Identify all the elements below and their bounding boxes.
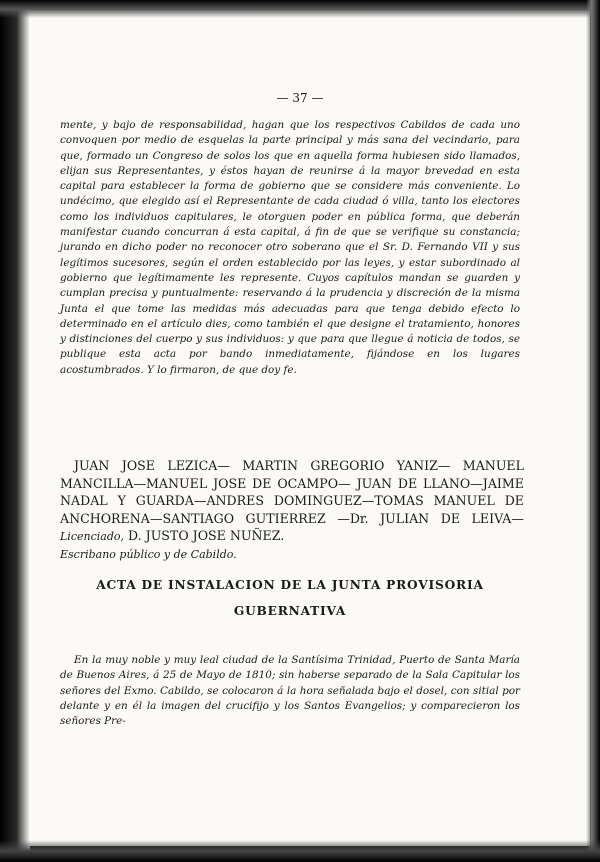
paragraph-1 [60, 118, 520, 378]
signature-role: Escribano público y de Cabildo. [60, 547, 237, 561]
signature-names: JUAN JOSE LEZICA— MARTIN GREGORIO YANIZ— MANUEL MANCILLA—MANUEL JOSE DE OCAMPO— JUAN DE LLANO—JAIME NADAL Y GUARDA—ANDRES DOMINGUEZ—TOMAS MANUEL DE ANCHORENA—SANTIAGO GUTIERREZ —Dr. JULIAN DE LEIVA— [60, 458, 524, 526]
section-heading-line-1: ACTA DE INSTALACION DE LA JUNTA PROVISORIA [96, 578, 484, 592]
signatures-block [60, 457, 524, 564]
paragraph-2-text: En la muy noble y muy leal ciudad de la Santísima Trinidad, Puerto de Santa María de Buenos Aires, á 25 de Mayo de 1810; sin haberse separado de la Sala Capitular los señores del Exmo. Cabildo, se colocaron á la hora señalada bajo el dosel, con sitial por delante y en él la imagen del crucifijo y los Santos Evangelios; y comparecieron los señores Pre- [60, 654, 520, 728]
signature-licenciado: Licenciado, [60, 530, 124, 544]
page-number: — 37 — [276, 91, 324, 105]
paragraph-2 [60, 653, 520, 729]
top-shadow [0, 0, 600, 18]
paragraph-1-text: mente, y bajo de responsabilidad, hagan que los respectivos Cabildos de cada uno convoquen por medio de esquelas la parte principal y más sana del vecindario, para que, formado un Congreso de solos los que en aquella forma hubiesen sido llamados, elijan sus Representantes, y éstos hayan de reunirse á la mayor brevedad en esta capital para establecer la forma de gobierno que se considere más conveniente. Lo undécimo, que elegido así el Representante de cada ciudad ó villa, tanto los electores como los individuos capitulares, le otorguen poder en pública forma, que deberán manifestar cuando concurran á esta capital, á fin de que se verifique su constancia; jurando en dicho poder no reconocer otro soberano que el Sr. D. Fernando VII y sus legítimos sucesores, según el orden establecido por las leyes, y estar subordinado al gobierno que legítimamente les represente. Cuyos capítulos mandan se guarden y cumplan precisa y puntualmente: reservando á la prudencia y discreción de la misma Junta el que tome las medidas más adecuadas para que tenga debido efecto lo determinado en el artículo dies, como también el que designe el tratamiento, honores y distinciones del cuerpo y sus individuos: y que para que llegue á noticia de todos, se publique esta acta por bando inmediatamente, fijándose en los lugares acostumbrados. Y lo firmaron, de que doy fe. [60, 119, 520, 376]
signatures-line [60, 457, 524, 546]
right-shadow [586, 0, 600, 862]
signature-last-name: D. JUSTO JOSE NUÑEZ. [123, 528, 285, 544]
section-heading-line-2: GUBERNATIVA [233, 604, 347, 618]
left-shadow [0, 0, 30, 862]
bottom-shadow [0, 840, 600, 862]
